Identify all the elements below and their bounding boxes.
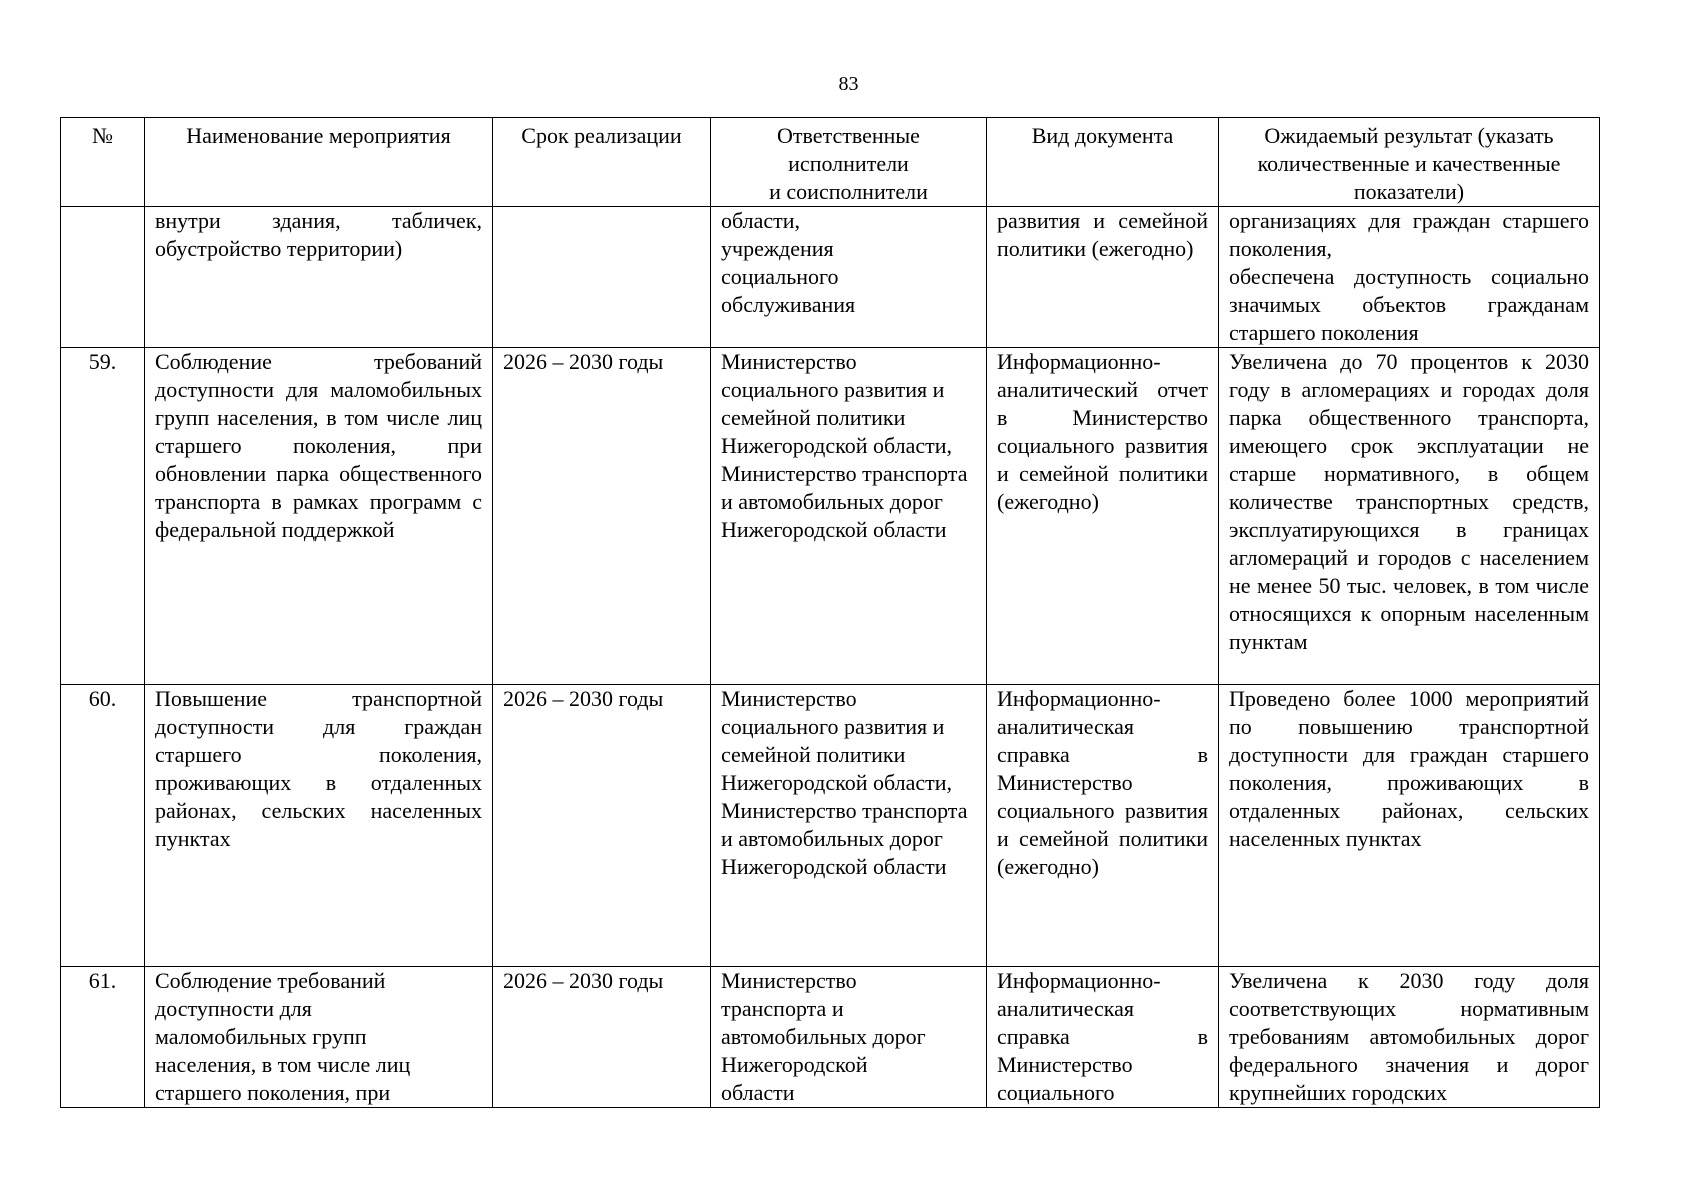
cell-name: внутри здания, табличек, обустройство территории) xyxy=(145,207,493,348)
table-row xyxy=(61,207,1600,348)
table-row xyxy=(61,967,1600,1108)
header-doc: Вид документа xyxy=(987,118,1219,207)
cell-doc: Информационно-аналитическая справка в Министерство социального xyxy=(987,967,1219,1108)
page-number: 83 xyxy=(838,73,859,95)
table-header-row xyxy=(61,118,1600,207)
cell-term xyxy=(493,207,711,348)
cell-num: 59. xyxy=(61,348,145,685)
header-name: Наименование мероприятия xyxy=(145,118,493,207)
cell-term: 2026 – 2030 годы xyxy=(493,348,711,685)
cell-result: организациях для граждан старшего поколения, обеспечена доступность социально значимых объектов гражданам старшего поколения xyxy=(1219,207,1600,348)
cell-doc: развития и семейной политики (ежегодно) xyxy=(987,207,1219,348)
table-row xyxy=(61,348,1600,685)
cell-responsible: области, учреждения социального обслуживания xyxy=(711,207,987,348)
table-row xyxy=(61,685,1600,967)
cell-num: 61. xyxy=(61,967,145,1108)
cell-responsible: Министерство социального развития и семейной политики Нижегородской области, Министерство транспорта и автомобильных дорог Нижегородской области xyxy=(711,348,987,685)
measures-table xyxy=(60,117,1600,1108)
cell-doc: Информационно-аналитический отчет в Министерство социального развития и семейной политики (ежегодно) xyxy=(987,348,1219,685)
cell-name: Повышение транспортной доступности для граждан старшего поколения, проживающих в отдаленных районах, сельских населенных пунктах xyxy=(145,685,493,967)
cell-result: Проведено более 1000 мероприятий по повышению транспортной доступности для граждан старшего поколения, проживающих в отдаленных районах, сельских населенных пунктах xyxy=(1219,685,1600,967)
cell-num xyxy=(61,207,145,348)
header-result: Ожидаемый результат (указать количественные и качественные показатели) xyxy=(1219,118,1600,207)
cell-num: 60. xyxy=(61,685,145,967)
cell-responsible: Министерство транспорта и автомобильных дорог Нижегородской области xyxy=(711,967,987,1108)
cell-result: Увеличена к 2030 году доля соответствующих нормативным требованиям автомобильных дорог федерального значения и дорог крупнейших городских xyxy=(1219,967,1600,1108)
header-responsible: Ответственные исполнители и соисполнители xyxy=(711,118,987,207)
header-num: № xyxy=(61,118,145,207)
header-term: Срок реализации xyxy=(493,118,711,207)
cell-term: 2026 – 2030 годы xyxy=(493,967,711,1108)
cell-term: 2026 – 2030 годы xyxy=(493,685,711,967)
cell-name: Соблюдение требований доступности для маломобильных групп населения, в том числе лиц старшего поколения, при xyxy=(145,967,493,1108)
cell-doc: Информационно-аналитическая справка в Министерство социального развития и семейной политики (ежегодно) xyxy=(987,685,1219,967)
cell-responsible: Министерство социального развития и семейной политики Нижегородской области, Министерство транспорта и автомобильных дорог Нижегородской области xyxy=(711,685,987,967)
cell-name: Соблюдение требований доступности для маломобильных групп населения, в том числе лиц старшего поколения, при обновлении парка общественного транспорта в рамках программ с федеральной поддержкой xyxy=(145,348,493,685)
cell-result: Увеличена до 70 процентов к 2030 году в агломерациях и городах доля парка общественного транспорта, имеющего срок эксплуатации не старше нормативного, в общем количестве транспортных средств, эксплуатирующихся в границах агломераций и городов с населением не менее 50 тыс. человек, в том числе относящихся к опорным населенным пунктам xyxy=(1219,348,1600,685)
